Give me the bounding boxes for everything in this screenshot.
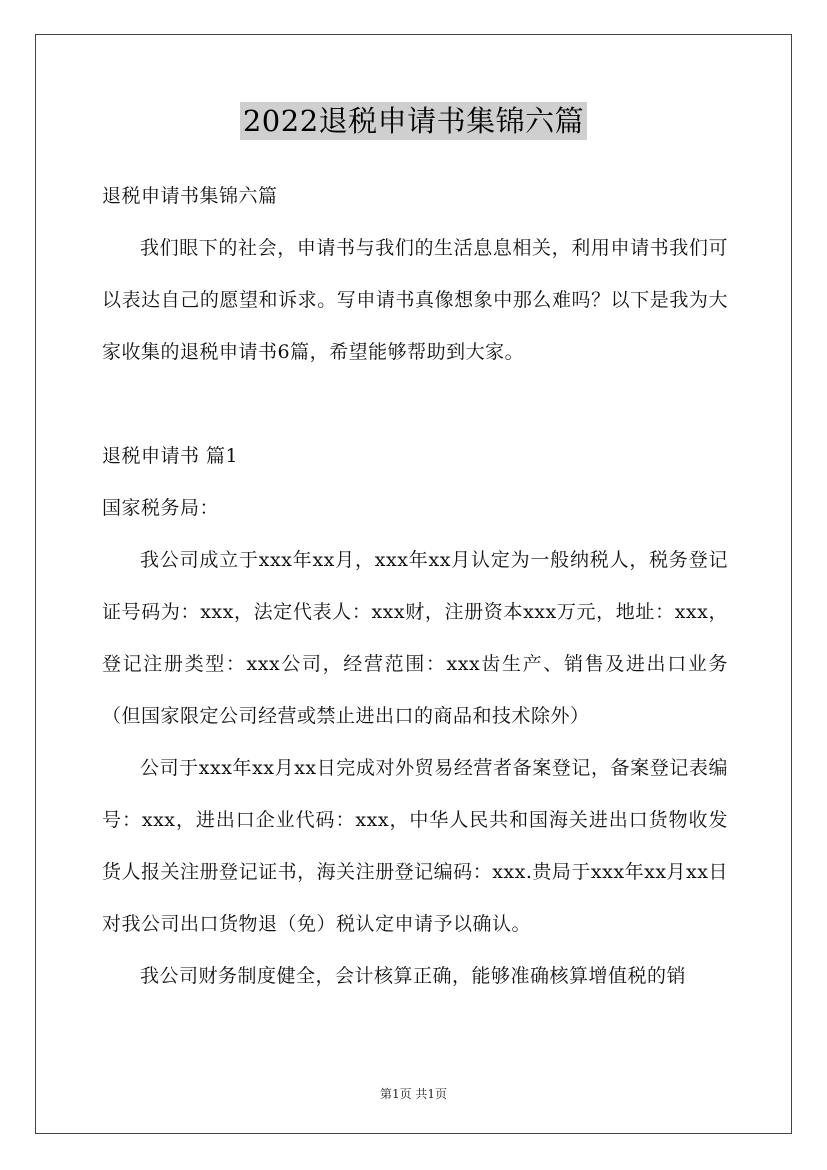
- page-footer: 第1页 共1页: [379, 1087, 448, 1101]
- body-paragraph: 我公司财务制度健全，会计核算正确，能够准确核算增值税的销: [140, 965, 687, 987]
- section-heading: 退税申请书 篇1: [102, 445, 239, 467]
- title-container: [0, 102, 827, 140]
- intro-paragraph: 我们眼下的社会，申请书与我们的生活息息相关，利用申请书我们可以表达自己的愿望和诉求。写申请书真像想象中那么难吗？以下是我为大家收集的退税申请书6篇，希望能够帮助到大家。: [102, 237, 728, 363]
- body-paragraph: 我公司成立于xxx年xx月，xxx年xx月认定为一般纳税人，税务登记证号码为：xxx，法定代表人：xxx财，注册资本xxx万元，地址：xxx，登记注册类型：xxx公司，经营范围：xxx齿生产、销售及进出口业务（但国家限定公司经营或禁止进出口的商品和技术除外）: [102, 549, 728, 727]
- document-title: 2022退税申请书集锦六篇: [240, 102, 587, 140]
- recipient-line: 国家税务局：: [102, 497, 220, 519]
- blank-line: [102, 378, 728, 430]
- subtitle: 退税申请书集锦六篇: [102, 185, 278, 207]
- body-paragraph: 公司于xxx年xx月xx日完成对外贸易经营者备案登记，备案登记表编号：xxx，进出口企业代码：xxx，中华人民共和国海关进出口货物收发货人报关注册登记证书，海关注册登记编码：xxx.贵局于xxx年xx月xx日对我公司出口货物退（免）税认定申请予以确认。: [102, 757, 728, 935]
- document-body: [102, 170, 728, 1002]
